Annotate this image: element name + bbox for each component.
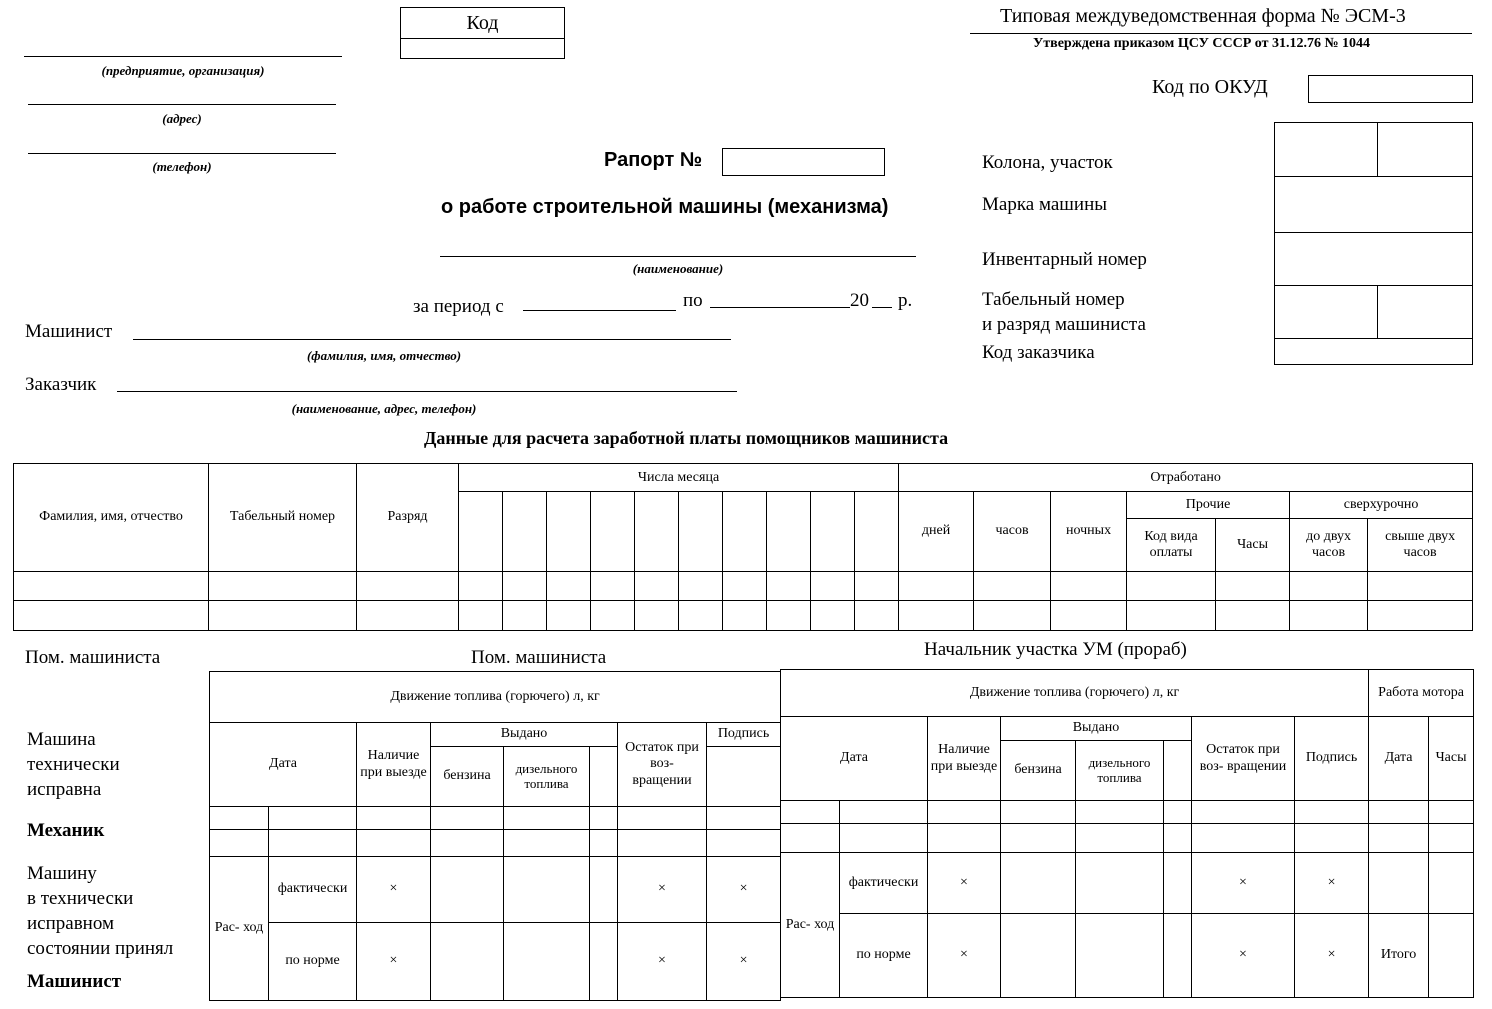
cell[interactable] — [1001, 801, 1076, 824]
date-header: Дата — [781, 717, 928, 801]
cell[interactable] — [357, 807, 431, 830]
actual-label: фактически — [840, 853, 928, 914]
operator-label: Машинист — [25, 321, 113, 342]
cell[interactable] — [1295, 801, 1369, 824]
cell[interactable] — [431, 807, 504, 830]
cell[interactable] — [209, 600, 357, 630]
col-tabel: Табельный номер — [209, 464, 357, 572]
column-code-1[interactable] — [1275, 123, 1378, 177]
address-line[interactable] — [28, 104, 336, 105]
period-from-line[interactable] — [523, 310, 676, 311]
cell[interactable] — [503, 571, 547, 600]
cell[interactable] — [1369, 801, 1429, 824]
cell[interactable] — [899, 600, 974, 630]
cell[interactable] — [1368, 600, 1473, 630]
cell[interactable] — [1290, 571, 1368, 600]
assistants-table — [13, 463, 1473, 631]
accepted-3: исправном — [27, 913, 115, 934]
cell[interactable] — [1051, 571, 1127, 600]
report-number-field[interactable] — [722, 148, 885, 176]
right-codes-grid — [1274, 122, 1473, 365]
table-row — [781, 824, 1474, 853]
accepted-2: в технически — [27, 888, 134, 909]
form-title-rule — [970, 33, 1472, 34]
cell[interactable] — [855, 571, 899, 600]
issued-header: Выдано — [1001, 717, 1192, 741]
cell[interactable] — [591, 571, 635, 600]
machine-ok-2: технически — [27, 754, 120, 775]
cross-mark: × — [1295, 914, 1369, 998]
cell[interactable] — [1164, 853, 1192, 914]
cell[interactable] — [781, 801, 840, 824]
cell[interactable] — [618, 830, 707, 857]
cell[interactable] — [679, 571, 723, 600]
cell[interactable] — [590, 923, 618, 1001]
norm-label: по норме — [269, 923, 357, 1001]
fuel-table-right — [780, 669, 1474, 998]
tabel-label-1: Табельный номер — [982, 289, 1125, 310]
cell[interactable] — [504, 807, 590, 830]
cell[interactable] — [210, 807, 269, 830]
inventory-code[interactable] — [1275, 233, 1473, 286]
cell[interactable] — [14, 571, 209, 600]
cell[interactable] — [767, 571, 811, 600]
col-hours: часов — [974, 492, 1051, 571]
machine-name-line[interactable] — [440, 256, 916, 257]
cell[interactable] — [1192, 824, 1295, 853]
cell[interactable] — [1001, 914, 1076, 998]
cell[interactable] — [635, 571, 679, 600]
cell[interactable] — [1369, 824, 1429, 853]
column-code-2[interactable] — [1378, 123, 1473, 177]
total-label: Итого — [1369, 914, 1429, 998]
brand-label: Марка машины — [982, 194, 1108, 215]
consumption-label: Рас- ход — [210, 857, 269, 1001]
signature-header: Подпись — [1295, 717, 1369, 801]
cell[interactable] — [1216, 571, 1290, 600]
on-departure-header: Наличие при выезде — [357, 723, 431, 807]
on-departure-header: Наличие при выезде — [928, 717, 1001, 801]
address-caption: (адрес) — [162, 111, 202, 126]
table-row — [210, 807, 781, 830]
fuel-table-left — [209, 671, 781, 1001]
cell[interactable] — [504, 923, 590, 1001]
day-cell[interactable] — [767, 492, 811, 571]
form-title: Типовая междуведомственная форма № ЭСМ-3 — [1000, 5, 1406, 27]
brand-code[interactable] — [1275, 177, 1473, 233]
day-cell[interactable] — [503, 492, 547, 571]
actual-label: фактически — [269, 857, 357, 923]
cell[interactable] — [504, 830, 590, 857]
operator-caption: (фамилия, имя, отчество) — [306, 348, 462, 363]
cell[interactable] — [1429, 914, 1474, 998]
cell[interactable] — [459, 571, 503, 600]
cell[interactable] — [840, 824, 928, 853]
engine-header: Работа мотора — [1369, 670, 1474, 717]
col-days-of-month: Числа месяца — [459, 464, 899, 492]
cell[interactable] — [503, 600, 547, 630]
machine-ok-3: исправна — [27, 779, 102, 800]
col-other: Прочие — [1127, 492, 1290, 519]
approved-text: Утверждена приказом ЦСУ СССР от 31.12.76 № 1044 — [1033, 36, 1371, 51]
customer-code[interactable] — [1275, 339, 1473, 365]
operator-line[interactable] — [133, 339, 731, 340]
table-row — [781, 801, 1474, 824]
cross-mark: × — [618, 857, 707, 923]
norm-label: по норме — [840, 914, 928, 998]
cell[interactable] — [1295, 824, 1369, 853]
fuel-movement-right: Движение топлива (горючего) л, кг — [781, 670, 1369, 717]
col-overtime: сверхурочно — [1290, 492, 1473, 519]
cell[interactable] — [928, 824, 1001, 853]
assistant-label-1: Пом. машиниста — [25, 647, 161, 668]
cell[interactable] — [811, 600, 855, 630]
cell[interactable] — [707, 807, 781, 830]
period-year-line[interactable] — [872, 307, 892, 308]
kod-label: Код — [401, 8, 564, 39]
cell[interactable] — [1164, 824, 1192, 853]
cell[interactable] — [618, 807, 707, 830]
report-title: Рапорт № — [604, 149, 703, 171]
phone-line[interactable] — [28, 153, 336, 154]
signature-header: Подпись — [707, 723, 781, 747]
col-over-two: свыше двух часов — [1368, 519, 1473, 571]
cell[interactable] — [1076, 853, 1164, 914]
enterprise-caption: (предприятие, организация) — [101, 63, 265, 78]
cell[interactable] — [723, 600, 767, 630]
diesel-header: дизельного топлива — [1076, 741, 1164, 801]
day-cell[interactable] — [459, 492, 503, 571]
period-to-label: по — [683, 290, 703, 311]
cell[interactable] — [590, 807, 618, 830]
cross-mark: × — [928, 853, 1001, 914]
cell[interactable] — [1076, 914, 1164, 998]
tabel-label-2: и разряд машиниста — [982, 314, 1146, 335]
report-subtitle: о работе строительной машины (механизма) — [441, 196, 889, 218]
cell[interactable] — [547, 571, 591, 600]
cell[interactable] — [781, 824, 840, 853]
phone-caption: (телефон) — [152, 159, 212, 174]
cross-mark: × — [1192, 853, 1295, 914]
cell[interactable] — [209, 571, 357, 600]
customer-code-label: Код заказчика — [982, 342, 1095, 363]
day-cell[interactable] — [591, 492, 635, 571]
diesel-header: дизельного топлива — [504, 747, 590, 807]
cell[interactable] — [1164, 801, 1192, 824]
cell[interactable] — [679, 600, 723, 630]
cell[interactable] — [1429, 801, 1474, 824]
consumption-label: Рас- ход — [781, 853, 840, 998]
column-label: Колона, участок — [982, 152, 1113, 173]
cell[interactable] — [210, 830, 269, 857]
col-worked: Отработано — [899, 464, 1473, 492]
cell[interactable] — [767, 600, 811, 630]
cross-mark: × — [357, 857, 431, 923]
cross-mark: × — [618, 923, 707, 1001]
day-cell[interactable] — [547, 492, 591, 571]
cell[interactable] — [590, 830, 618, 857]
cell[interactable] — [635, 600, 679, 630]
cell[interactable] — [1001, 824, 1076, 853]
cell[interactable] — [1429, 853, 1474, 914]
cell[interactable] — [431, 830, 504, 857]
cross-mark: × — [707, 923, 781, 1001]
cell[interactable] — [591, 600, 635, 630]
machine-name-caption: (наименование) — [632, 261, 724, 276]
col-night: ночных — [1051, 492, 1127, 571]
col-pay-code: Код вида оплаты — [1127, 519, 1216, 571]
enterprise-line[interactable] — [24, 56, 342, 57]
cross-mark: × — [707, 857, 781, 923]
engine-hours-header: Часы — [1429, 717, 1474, 801]
chief-label: Начальник участка УМ (прораб) — [924, 639, 1187, 660]
fuel-movement-left: Движение топлива (горючего) л, кг — [210, 672, 781, 723]
cell[interactable] — [899, 571, 974, 600]
period-year: 20 — [850, 290, 869, 311]
cell[interactable] — [1290, 600, 1368, 630]
table-row — [210, 830, 781, 857]
okud-field[interactable] — [1308, 75, 1473, 103]
petrol-header: бензина — [431, 747, 504, 807]
tabel-code[interactable] — [1275, 286, 1378, 339]
day-cell[interactable] — [811, 492, 855, 571]
rank-code[interactable] — [1378, 286, 1473, 339]
machine-ok-1: Машина — [27, 729, 96, 750]
remain-header: Остаток при воз- вращении — [618, 723, 707, 807]
period-to-line[interactable] — [710, 307, 850, 308]
col-rank: Разряд — [357, 464, 459, 572]
cell[interactable] — [928, 801, 1001, 824]
assistants-table-title: Данные для расчета заработной платы помощников машиниста — [424, 428, 949, 448]
cell[interactable] — [547, 600, 591, 630]
col-days: дней — [899, 492, 974, 571]
cell[interactable] — [707, 830, 781, 857]
period-from-label: за период с — [413, 296, 504, 317]
cell[interactable] — [723, 571, 767, 600]
cell[interactable] — [431, 923, 504, 1001]
customer-caption: (наименование, адрес, телефон) — [291, 401, 477, 416]
cell[interactable] — [1192, 801, 1295, 824]
cell[interactable] — [431, 857, 504, 923]
cell[interactable] — [811, 571, 855, 600]
cell[interactable] — [974, 571, 1051, 600]
cell[interactable] — [1051, 600, 1127, 630]
cell[interactable] — [1076, 824, 1164, 853]
cell[interactable] — [1368, 571, 1473, 600]
col-name: Фамилия, имя, отчество — [14, 464, 209, 572]
engine-date-header: Дата — [1369, 717, 1429, 801]
cell[interactable] — [707, 747, 781, 807]
cell[interactable] — [1216, 600, 1290, 630]
cell[interactable] — [1001, 853, 1076, 914]
cell[interactable] — [1127, 600, 1216, 630]
accepted-4: состоянии принял — [27, 938, 174, 959]
table-row — [14, 600, 1473, 630]
period-suffix: р. — [898, 290, 913, 311]
customer-label: Заказчик — [25, 374, 97, 395]
cell[interactable] — [1164, 741, 1192, 801]
cell[interactable] — [357, 830, 431, 857]
accepted-1: Машину — [27, 863, 97, 884]
cross-mark: × — [1192, 914, 1295, 998]
cell[interactable] — [269, 830, 357, 857]
cell[interactable] — [1164, 914, 1192, 998]
cell[interactable] — [855, 600, 899, 630]
table-row — [14, 571, 1473, 600]
assistant-label-2: Пом. машиниста — [471, 647, 607, 668]
cross-mark: × — [928, 914, 1001, 998]
day-cell[interactable] — [635, 492, 679, 571]
mechanic-label: Механик — [27, 820, 105, 841]
issued-header: Выдано — [431, 723, 618, 747]
remain-header: Остаток при воз- вращении — [1192, 717, 1295, 801]
cross-mark: × — [357, 923, 431, 1001]
day-cell[interactable] — [723, 492, 767, 571]
day-cell[interactable] — [679, 492, 723, 571]
date-header: Дата — [210, 723, 357, 807]
cell[interactable] — [357, 571, 459, 600]
cell[interactable] — [269, 807, 357, 830]
okud-label: Код по ОКУД — [1152, 76, 1268, 98]
cell[interactable] — [590, 857, 618, 923]
cell[interactable] — [1369, 853, 1429, 914]
cell[interactable] — [1429, 824, 1474, 853]
col-other-hours: Часы — [1216, 519, 1290, 571]
cell[interactable] — [14, 600, 209, 630]
cell[interactable] — [1076, 801, 1164, 824]
day-cell[interactable] — [855, 492, 899, 571]
col-up-to-two: до двух часов — [1290, 519, 1368, 571]
cell[interactable] — [504, 857, 590, 923]
cell[interactable] — [840, 801, 928, 824]
cell[interactable] — [974, 600, 1051, 630]
cell[interactable] — [357, 600, 459, 630]
customer-line[interactable] — [117, 391, 737, 392]
petrol-header: бензина — [1001, 741, 1076, 801]
cross-mark: × — [1295, 853, 1369, 914]
kod-box — [400, 7, 565, 59]
cell[interactable] — [459, 600, 503, 630]
cell[interactable] — [590, 747, 618, 807]
operator-sign-label: Машинист — [27, 971, 122, 992]
cell[interactable] — [1127, 571, 1216, 600]
inventory-label: Инвентарный номер — [982, 249, 1147, 270]
